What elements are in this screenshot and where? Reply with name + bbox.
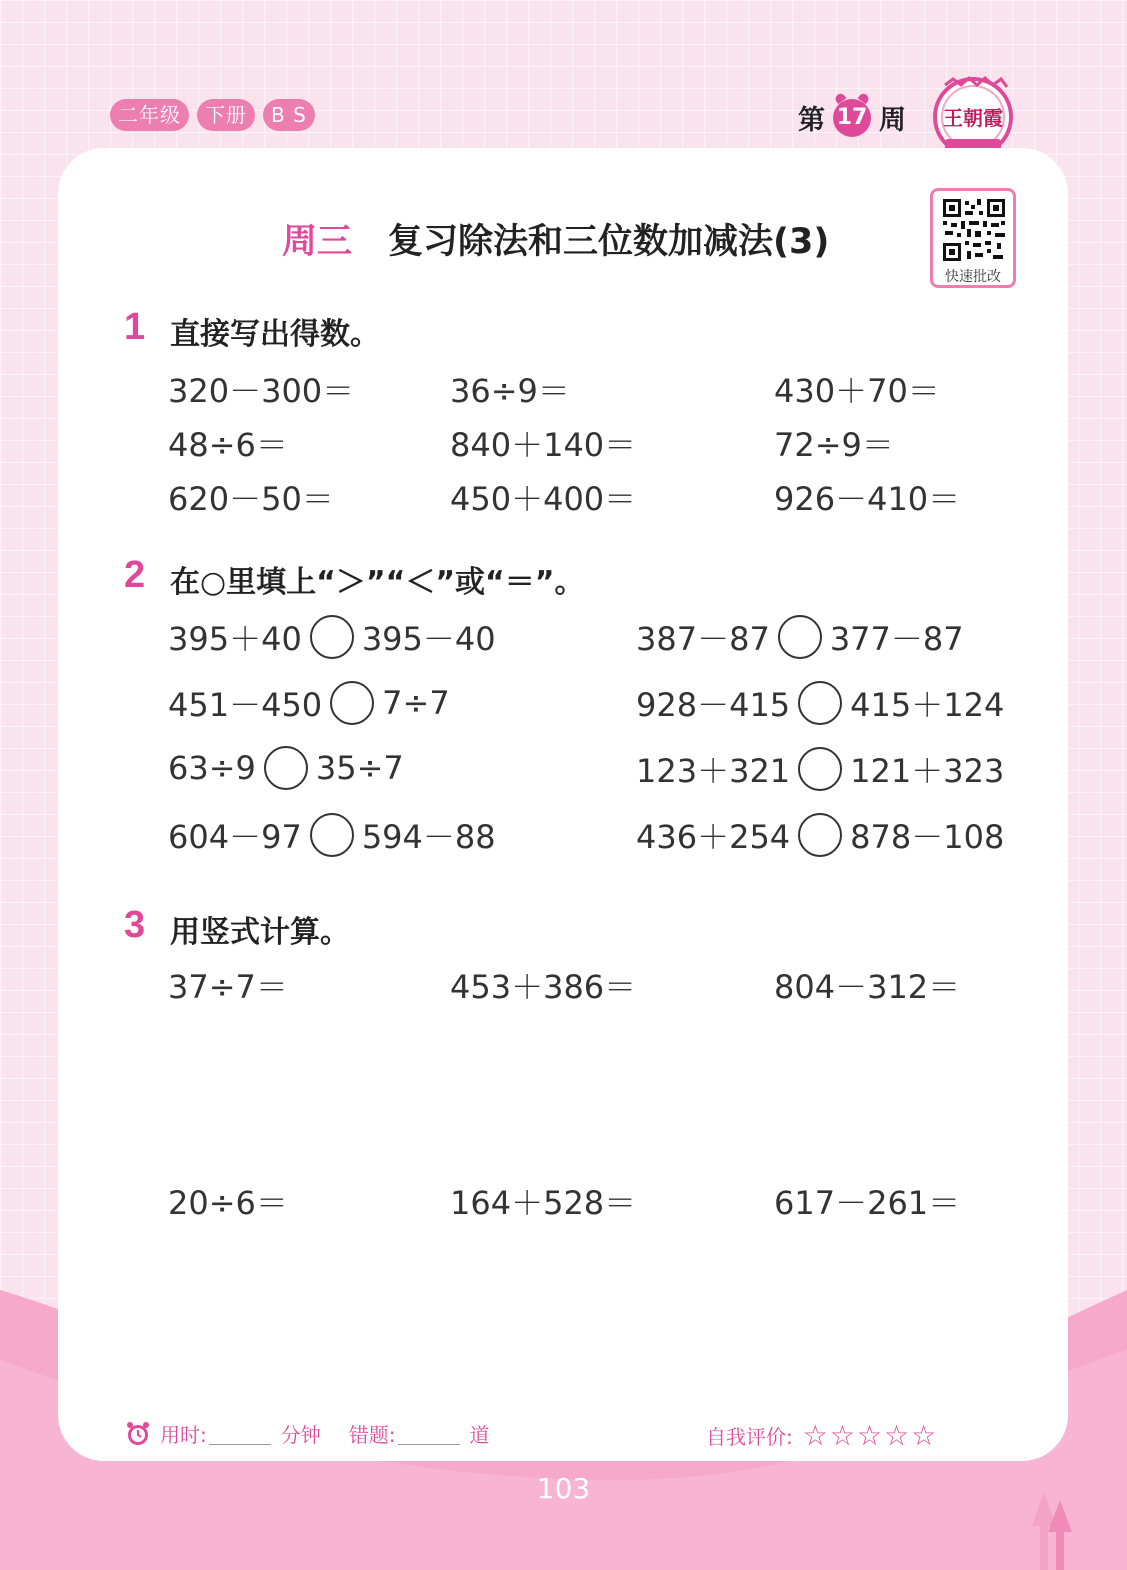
compare-item	[636, 614, 964, 660]
compare-item	[636, 680, 1004, 726]
time-and-errors	[124, 1419, 490, 1448]
page-number: 103	[536, 1472, 591, 1505]
grade-tags	[110, 99, 315, 131]
compare-answer-circle[interactable]	[798, 681, 842, 725]
rating-stars[interactable]: ☆☆☆☆☆	[802, 1419, 939, 1452]
section-3-title: 用竖式计算。	[170, 915, 350, 950]
oral-calc-item: 926－410＝	[774, 480, 961, 518]
week-prefix: 第	[798, 105, 825, 136]
compare-answer-circle[interactable]	[798, 747, 842, 791]
compare-answer-circle[interactable]	[330, 681, 374, 725]
compare-left: 123＋321	[636, 752, 791, 790]
grade-tag: 二年级	[110, 99, 189, 131]
week-number-badge: 17	[833, 99, 871, 137]
section-2-title: 在○里填上“＞”“＜”或“＝”。	[170, 565, 585, 600]
time-blank[interactable]	[209, 1423, 271, 1445]
oral-calc-item: 36÷9＝	[450, 372, 570, 410]
week-indicator	[798, 98, 906, 137]
compare-item	[168, 812, 496, 858]
vertical-calc-item: 453＋386＝	[450, 968, 637, 1006]
compare-left: 928－415	[636, 686, 791, 724]
compare-item	[636, 812, 1004, 858]
self-eval-label: 自我评价:	[706, 1425, 793, 1449]
errors-blank[interactable]	[398, 1423, 460, 1445]
section-3-number: 3	[124, 904, 146, 946]
compare-item	[168, 746, 404, 790]
compare-answer-circle[interactable]	[310, 813, 354, 857]
oral-calc-item: 450＋400＝	[450, 480, 637, 518]
compare-left: 451－450	[168, 686, 323, 724]
compare-item	[636, 746, 1004, 792]
compare-left: 436＋254	[636, 818, 791, 856]
vertical-calc-item: 617－261＝	[774, 1184, 961, 1222]
section-2-number: 2	[124, 554, 146, 596]
vertical-calc-item: 37÷7＝	[168, 968, 288, 1006]
vertical-calc-item: 164＋528＝	[450, 1184, 637, 1222]
compare-right: 377－87	[829, 620, 964, 658]
alarm-clock-icon	[124, 1420, 152, 1448]
section-1-number: 1	[124, 306, 146, 348]
oral-calc-item: 48÷6＝	[168, 426, 288, 464]
time-label: 用时:	[160, 1423, 207, 1447]
week-suffix: 周	[879, 105, 906, 136]
compare-left: 63÷9	[168, 749, 256, 787]
time-unit: 分钟	[280, 1423, 321, 1447]
compare-right: 594－88	[361, 818, 496, 856]
section-1-title: 直接写出得数。	[170, 317, 380, 352]
compare-right: 121＋323	[850, 752, 1005, 790]
page-title	[282, 214, 829, 264]
oral-calc-item: 430＋70＝	[774, 372, 940, 410]
oral-calc-item: 320－300＝	[168, 372, 355, 410]
qr-label: 快速批改	[945, 269, 1001, 285]
compare-answer-circle[interactable]	[310, 615, 354, 659]
arrow-up-icon	[1030, 1492, 1074, 1570]
edition-tag: B S	[263, 99, 315, 131]
compare-left: 387－87	[636, 620, 770, 658]
oral-calc-item: 620－50＝	[168, 480, 334, 518]
compare-right: 878－108	[850, 818, 1005, 856]
compare-right: 415＋124	[850, 686, 1005, 724]
compare-right: 395－40	[361, 620, 496, 658]
oral-calc-item: 72÷9＝	[774, 426, 894, 464]
title-text: 复习除法和三位数加减法(3)	[388, 222, 830, 262]
vertical-calc-item: 804－312＝	[774, 968, 961, 1006]
compare-item	[168, 614, 496, 660]
qr-code[interactable]	[930, 188, 1016, 288]
title-day: 周三	[282, 222, 353, 262]
compare-answer-circle[interactable]	[778, 615, 822, 659]
compare-answer-circle[interactable]	[798, 813, 842, 857]
qr-code-icon	[941, 197, 1007, 263]
compare-right: 35÷7	[315, 749, 404, 787]
compare-answer-circle[interactable]	[264, 746, 308, 790]
oral-calc-item: 840＋140＝	[450, 426, 637, 464]
compare-item	[168, 680, 450, 726]
compare-right: 7÷7	[382, 684, 450, 722]
errors-label: 错题:	[348, 1423, 396, 1447]
compare-left: 395＋40	[168, 620, 302, 658]
compare-left: 604－97	[168, 818, 302, 856]
svg-text:王朝霞: 王朝霞	[943, 106, 1003, 130]
vertical-calc-item: 20÷6＝	[168, 1184, 288, 1222]
self-evaluation	[706, 1419, 938, 1452]
volume-tag: 下册	[197, 99, 255, 131]
brand-seal-logo	[931, 75, 1015, 159]
errors-unit: 道	[469, 1423, 490, 1447]
